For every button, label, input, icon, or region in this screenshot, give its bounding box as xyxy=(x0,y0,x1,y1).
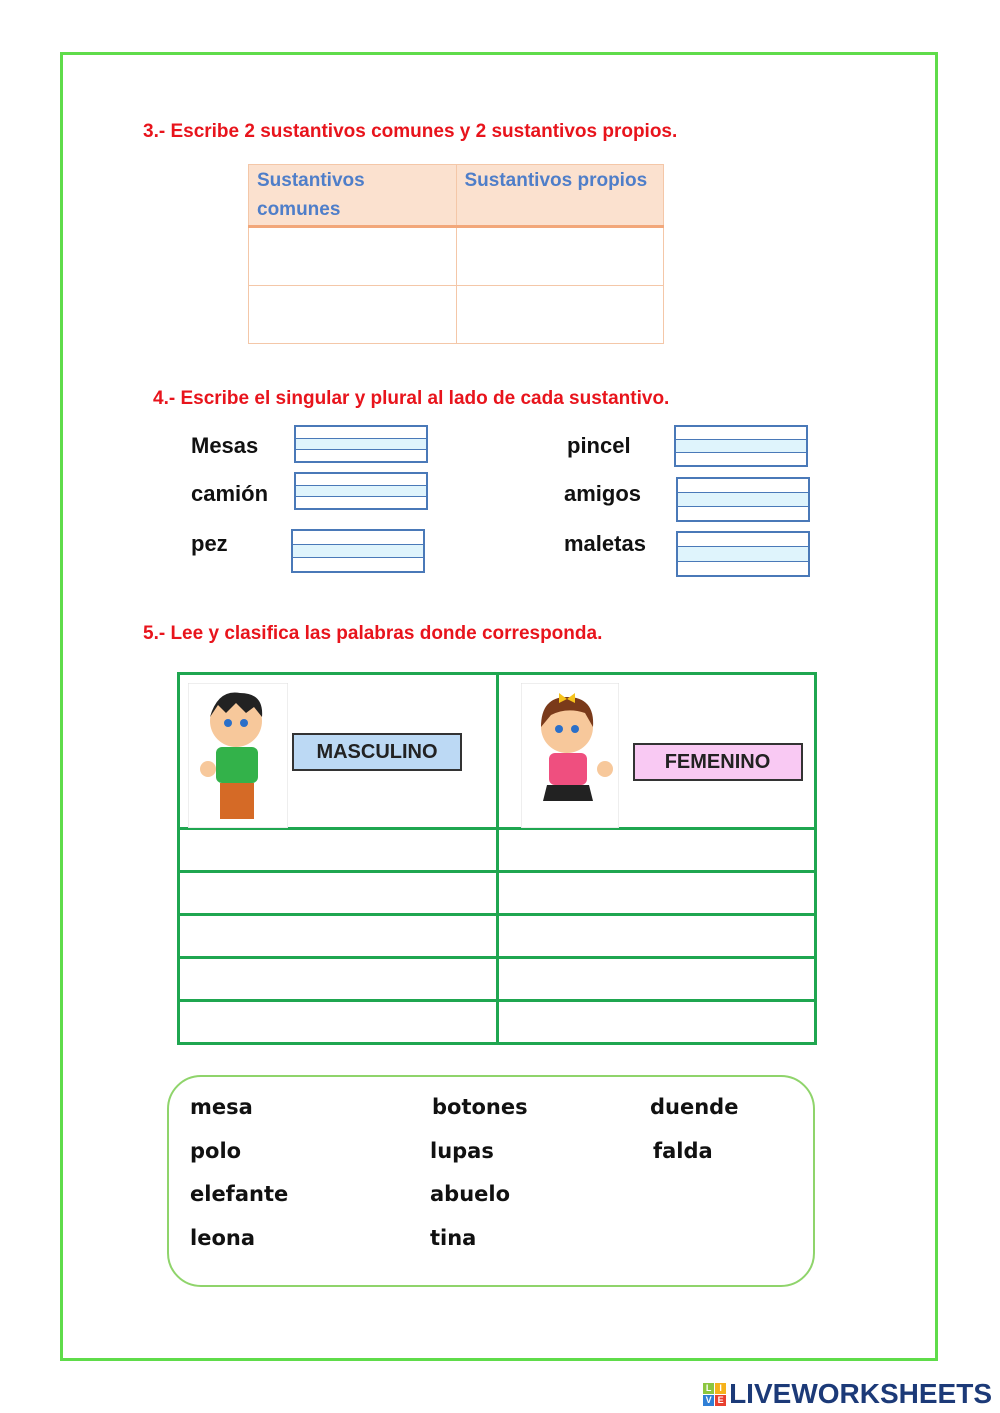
question-3-title: 3.- Escribe 2 sustantivos comunes y 2 sustantivos propios. xyxy=(143,121,678,142)
word-bank-item[interactable]: elefante xyxy=(190,1182,289,1206)
answer-cell[interactable] xyxy=(497,958,816,1001)
word-bank-item[interactable]: lupas xyxy=(430,1139,494,1163)
answer-input[interactable] xyxy=(676,531,810,577)
word-bank-item[interactable]: polo xyxy=(190,1139,242,1163)
badge-letter: E xyxy=(715,1395,726,1406)
word-label: maletas xyxy=(564,531,646,556)
word-bank-item[interactable]: tina xyxy=(430,1226,477,1250)
word-label: Mesas xyxy=(191,433,259,458)
word-bank-item[interactable]: botones xyxy=(432,1095,528,1119)
answer-cell[interactable] xyxy=(249,286,457,344)
answer-cell[interactable] xyxy=(497,872,816,915)
answer-cell[interactable] xyxy=(497,1001,816,1044)
boy-illustration xyxy=(188,683,288,828)
col-proper-header: Sustantivos propios xyxy=(456,165,664,227)
badge-letter: L xyxy=(703,1383,714,1394)
masculine-label: MASCULINO xyxy=(292,733,462,771)
feminine-label: FEMENINO xyxy=(633,743,803,781)
feminine-header-cell xyxy=(497,674,816,829)
answer-cell[interactable] xyxy=(497,915,816,958)
answer-cell[interactable] xyxy=(456,227,664,286)
word-bank-item[interactable]: duende xyxy=(650,1095,739,1119)
answer-input[interactable] xyxy=(291,529,425,573)
answer-cell[interactable] xyxy=(456,286,664,344)
badge-letter: I xyxy=(715,1383,726,1394)
answer-cell[interactable] xyxy=(179,1001,498,1044)
answer-cell[interactable] xyxy=(179,958,498,1001)
answer-input[interactable] xyxy=(674,425,808,467)
answer-cell[interactable] xyxy=(179,915,498,958)
logo-badge-icon xyxy=(703,1383,726,1406)
word-label: pez xyxy=(191,531,228,556)
word-label: amigos xyxy=(564,481,642,506)
answer-cell[interactable] xyxy=(179,872,498,915)
answer-input[interactable] xyxy=(294,472,428,510)
girl-illustration xyxy=(521,683,619,828)
word-bank-item[interactable]: leona xyxy=(190,1226,255,1250)
liveworksheets-logo xyxy=(703,1378,992,1410)
question-4-title: 4.- Escribe el singular y plural al lado de cada sustantivo. xyxy=(153,388,670,409)
answer-input[interactable] xyxy=(676,477,810,522)
answer-cell[interactable] xyxy=(179,829,498,872)
word-bank-item[interactable]: falda xyxy=(653,1139,713,1163)
question-5-title: 5.- Lee y clasifica las palabras donde corresponda. xyxy=(143,623,603,644)
word-label: camión xyxy=(191,481,269,506)
col-common-header: Sustantivos comunes xyxy=(249,165,457,227)
logo-text: LIVEWORKSHEETS xyxy=(729,1378,992,1409)
word-bank-item[interactable]: mesa xyxy=(190,1095,253,1119)
answer-input[interactable] xyxy=(294,425,428,463)
word-label: pincel xyxy=(567,433,631,458)
nouns-table xyxy=(248,164,664,344)
classification-table xyxy=(177,672,817,1045)
answer-cell[interactable] xyxy=(497,829,816,872)
word-bank-item[interactable]: abuelo xyxy=(430,1182,511,1206)
answer-cell[interactable] xyxy=(249,227,457,286)
masculine-header-cell xyxy=(179,674,498,829)
badge-letter: V xyxy=(703,1395,714,1406)
